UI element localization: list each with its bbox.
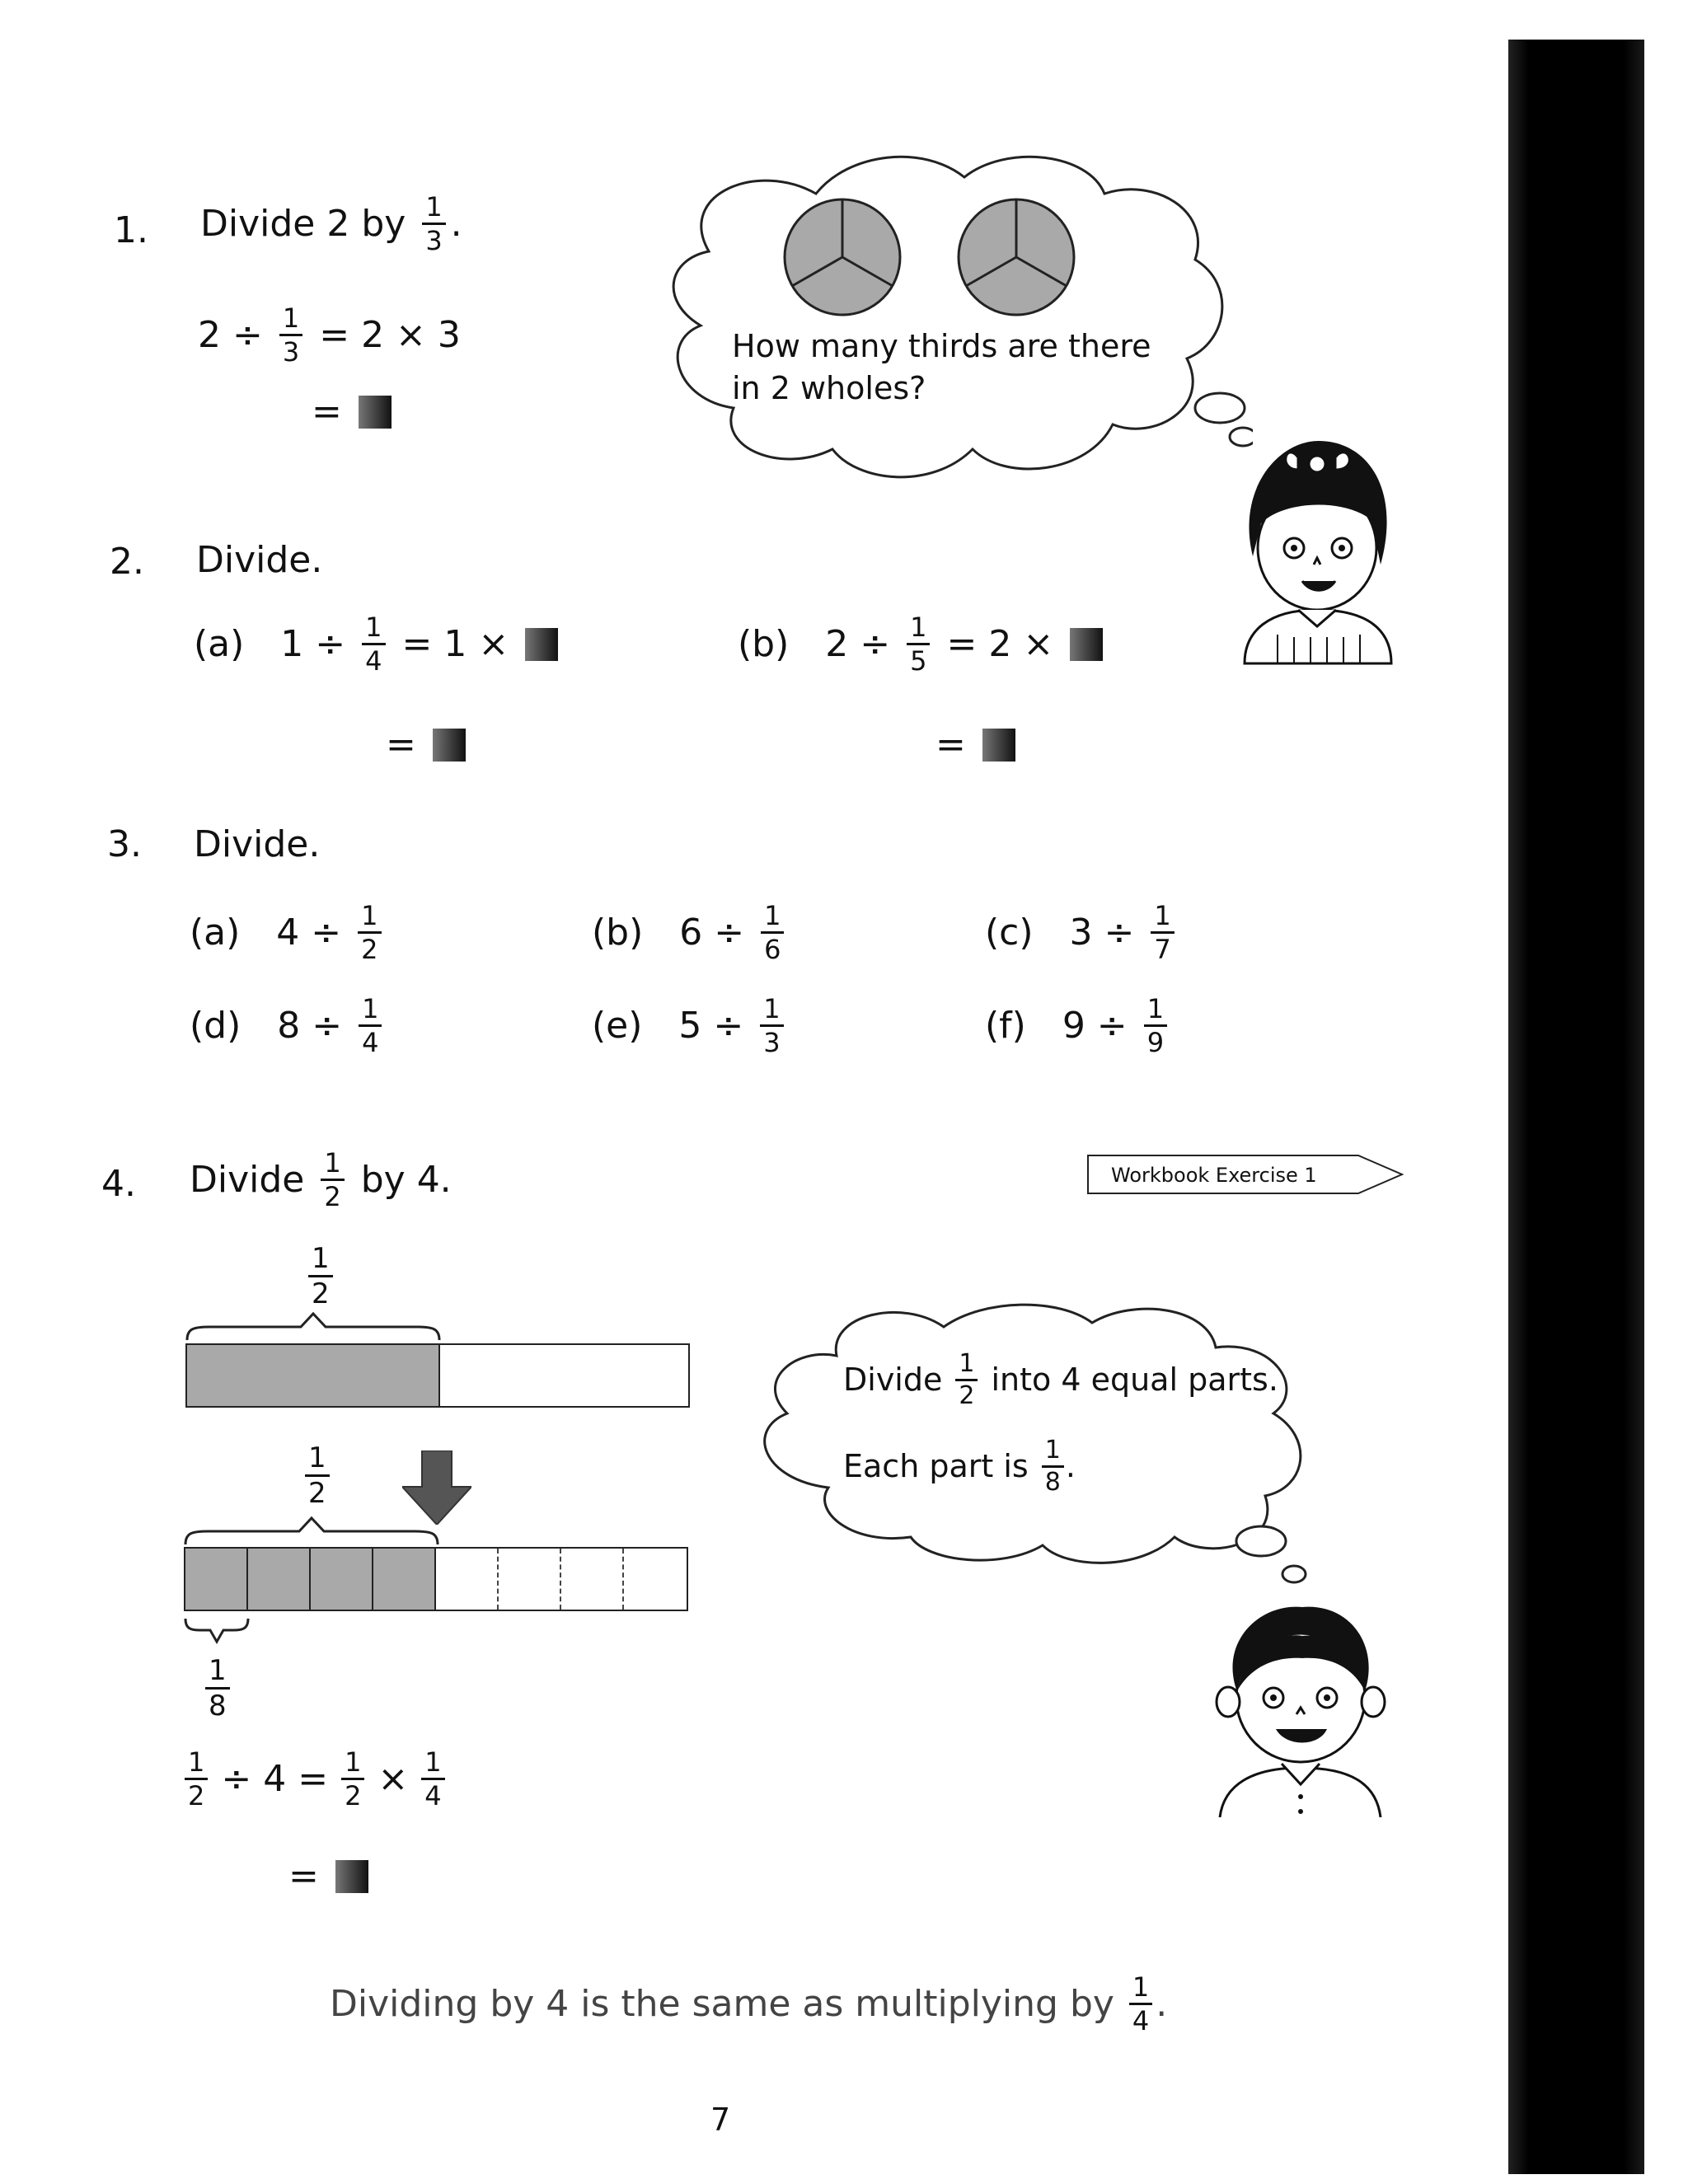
q2a-answer-line: = [386, 727, 466, 763]
q1-fraction: $\frac{1}{3}$ [422, 194, 445, 254]
q3-item: (f) 9 ÷ $\frac{1}{9}$ [985, 996, 1172, 1056]
q3-item: (e) 5 ÷ $\frac{1}{3}$ [592, 996, 789, 1056]
q4-prompt: Divide $\frac{1}{2}$ by 4. [190, 1147, 452, 1212]
answer-box[interactable] [982, 729, 1015, 762]
workbook-exercise-label: Workbook Exercise 1 [1111, 1164, 1317, 1187]
q3-title: Divide. [194, 823, 321, 865]
q1-prompt: Divide 2 by $\frac{1}{3}$ . [200, 191, 462, 256]
q3-item: (a) 4 ÷ $\frac{1}{2}$ [190, 902, 387, 963]
bar-whole [185, 1343, 690, 1408]
bar1-half-label: $\frac{1}{2}$ [308, 1244, 333, 1308]
cloud-2-line-2: Each part is $\frac{1}{8}$ . [843, 1436, 1076, 1497]
q3-item: (b) 6 ÷ $\frac{1}{6}$ [592, 902, 789, 963]
answer-box[interactable] [359, 396, 392, 429]
q1-equation: 2 ÷ $\frac{1}{3}$ = 2 × 3 [198, 302, 461, 368]
q2-title: Divide. [196, 539, 323, 581]
bar2-brace [184, 1515, 439, 1548]
bar2-half-label: $\frac{1}{2}$ [305, 1444, 330, 1507]
q1-number: 1. [114, 209, 148, 251]
eighth-brace [184, 1617, 250, 1645]
bar-eighth-shaded [185, 1549, 248, 1610]
bar-half-shaded [187, 1345, 440, 1406]
answer-box[interactable] [525, 628, 558, 661]
answer-box[interactable] [335, 1860, 368, 1893]
q3-number: 3. [107, 823, 142, 865]
bar-eighths [184, 1547, 688, 1611]
q3-item: (c) 3 ÷ $\frac{1}{7}$ [985, 902, 1179, 963]
book-spine [1508, 40, 1644, 2174]
down-arrow-icon [402, 1451, 471, 1525]
cloud-1-text: How many thirds are there in 2 wholes? [732, 328, 1151, 407]
boy-illustration [1203, 1599, 1393, 1821]
bar-eighth-shaded [373, 1549, 436, 1610]
whole-circle-1 [785, 199, 900, 315]
whole-circle-2 [959, 199, 1074, 315]
q1-answer-line: = [312, 394, 392, 430]
q4-answer-line: = [288, 1858, 368, 1895]
answer-box[interactable] [1070, 628, 1103, 661]
q3-item: (d) 8 ÷ $\frac{1}{4}$ [190, 996, 387, 1056]
q2a-equation: (a) 1 ÷ $\frac{1}{4}$ = 1 × [194, 614, 558, 674]
q4-equation: $\frac{1}{2}$ ÷ 4 = $\frac{1}{2}$ × $\frac{1}{4}$ [180, 1749, 450, 1809]
q2b-equation: (b) 2 ÷ $\frac{1}{5}$ = 2 × [738, 614, 1103, 674]
q1-text: Divide 2 by [200, 202, 406, 245]
bar-eighth-shaded [248, 1549, 311, 1610]
workbook-exercise-tag[interactable] [1086, 1154, 1404, 1195]
conclusion-statement: Dividing by 4 is the same as multiplying by $\frac{1}{4}$ . [330, 1971, 1168, 2036]
answer-box[interactable] [433, 729, 466, 762]
bar-eighth [436, 1549, 499, 1610]
bar1-brace [185, 1310, 441, 1343]
eighth-label: $\frac{1}{8}$ [205, 1657, 230, 1720]
bar-eighth [499, 1549, 561, 1610]
cloud-2-line-1: Divide $\frac{1}{2}$ into 4 equal parts. [843, 1349, 1278, 1410]
q2b-answer-line: = [935, 727, 1015, 763]
thirds-diagram [783, 198, 1080, 321]
bar-eighth [561, 1549, 624, 1610]
q2-number: 2. [110, 541, 144, 583]
q1-eq-fraction: $\frac{1}{3}$ [279, 305, 302, 365]
girl-illustration [1228, 424, 1401, 672]
q4-number: 4. [101, 1163, 136, 1205]
page-number: 7 [710, 2102, 731, 2138]
bar-eighth-shaded [311, 1549, 373, 1610]
